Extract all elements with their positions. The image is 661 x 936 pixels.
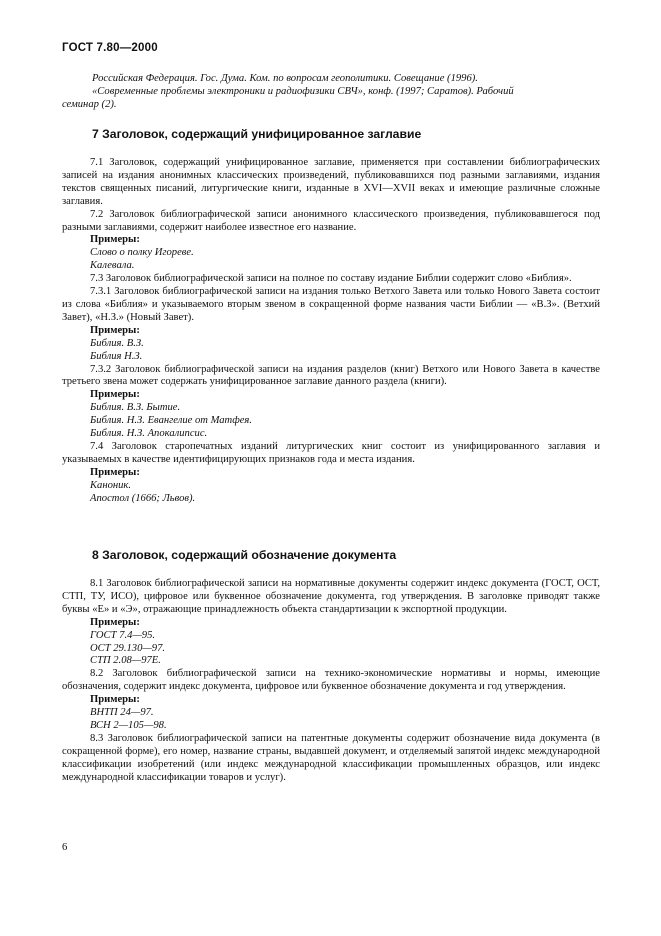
- examples-heading: Примеры:: [90, 466, 140, 478]
- paragraph-7-3-1: 7.3.1 Заголовок библиографической записи на издания только Ветхого Завета или только Нового Завета состоит из слова «Библия» и указываемого вторым звеном в сокращенной форме названия части Библии — «В.З». (Ветхий Завет), «Н.З.» (Новый Завет).: [62, 286, 600, 323]
- example-item: Каноник.: [90, 479, 132, 491]
- example-item: ВСН 2—105—98.: [90, 719, 167, 731]
- reference-line: Российская Федерация. Гос. Дума. Ком. по вопросам геополитики. Совещание (1996).: [92, 73, 478, 84]
- section-8-body: [62, 578, 600, 785]
- example-item: Апостол (1666; Львов).: [90, 492, 196, 504]
- example-item: Слово о полку Игореве.: [90, 247, 194, 259]
- paragraph-7-3-2: 7.3.2 Заголовок библиографической записи на издания разделов (книг) Ветхого или Нового Завета в качестве третьего звена может содержать унифицированное заглавие данного раздела (книги).: [62, 363, 600, 388]
- document-header: ГОСТ 7.80—2000: [62, 42, 158, 54]
- example-item: Библия. В.З. Бытие.: [90, 402, 181, 414]
- example-item: Библия. В.З.: [90, 337, 144, 349]
- paragraph-7-2: 7.2 Заголовок библиографической записи анонимного классического произведения, публиковавшегося под разными заглавиями, содержит наиболее известное его название.: [62, 208, 600, 233]
- paragraph-8-2: 8.2 Заголовок библиографической записи на технико-экономические нормативы и нормы, имеющие обозначения, содержит индекс документа, цифровое или буквенное обозначение документа и год утверждения.: [62, 668, 600, 693]
- top-references: [62, 72, 600, 112]
- examples-heading: Примеры:: [90, 389, 140, 401]
- section-7-title: 7 Заголовок, содержащий унифицированное заглавие: [92, 127, 422, 141]
- reference-line: «Современные проблемы электроники и радиофизики СВЧ», конф. (1997; Саратов). Рабочий: [92, 86, 514, 98]
- page-number: 6: [62, 842, 68, 853]
- paragraph-8-1: 8.1 Заголовок библиографической записи на нормативные документы содержит индекс документа (ГОСТ, ОСТ, СТП, ТУ, ИСО), цифровое или буквенное обозначение документа, год утверждения. В заголовке приводят также буквы «Е» и «Э», отражающие принадлежность объекта стандартизации к экспортной продукции.: [62, 578, 600, 615]
- reference-line: семинар (2).: [62, 99, 117, 111]
- example-item: Калевала.: [90, 260, 135, 272]
- section-8-title: 8 Заголовок, содержащий обозначение документа: [92, 548, 397, 562]
- examples-heading: Примеры:: [90, 616, 140, 628]
- paragraph-7-1: 7.1 Заголовок, содержащий унифицированное заглавие, применяется при составлении библиографических записей на издания анонимных классических произведений, публиковавшихся под разными заглавиями, издания текстов священных писаний, литургические книги, изданные в XVI—XVII веках и имеющие различные сложные заглавия.: [62, 157, 600, 207]
- example-item: СТП 2.08—97Е.: [90, 655, 161, 667]
- paragraph-8-3: 8.3 Заголовок библиографической записи на патентные документы содержит обозначение вида документа (в сокращенной форме), его номер, название страны, выдавшей документ, и отделяемый запятой индекс международной классификации изобретений (или индекс международной классификации промышленных образцов, или индекс международной классификации товаров и услуг).: [62, 732, 600, 783]
- example-item: Библия Н.З.: [90, 350, 143, 362]
- examples-heading: Примеры:: [90, 694, 140, 706]
- example-item: Библия. Н.З. Евангелие от Матфея.: [90, 415, 252, 427]
- example-item: Библия. Н.З. Апокалипсис.: [90, 428, 208, 440]
- paragraph-7-3: 7.3 Заголовок библиографической записи на полное по составу издание Библии содержит слово «Библия».: [90, 273, 572, 285]
- examples-heading: Примеры:: [90, 234, 140, 246]
- example-item: ГОСТ 7.4—95.: [90, 629, 156, 641]
- example-item: ВНТП 24—97.: [90, 707, 154, 719]
- example-item: ОСТ 29.130—97.: [90, 642, 166, 654]
- section-7-body: [62, 157, 600, 505]
- paragraph-7-4: 7.4 Заголовок старопечатных изданий литургических книг состоит из унифицированного заглавия и указываемых в качестве идентифицирующих признаков года и места издания.: [62, 440, 600, 465]
- examples-heading: Примеры:: [90, 324, 140, 336]
